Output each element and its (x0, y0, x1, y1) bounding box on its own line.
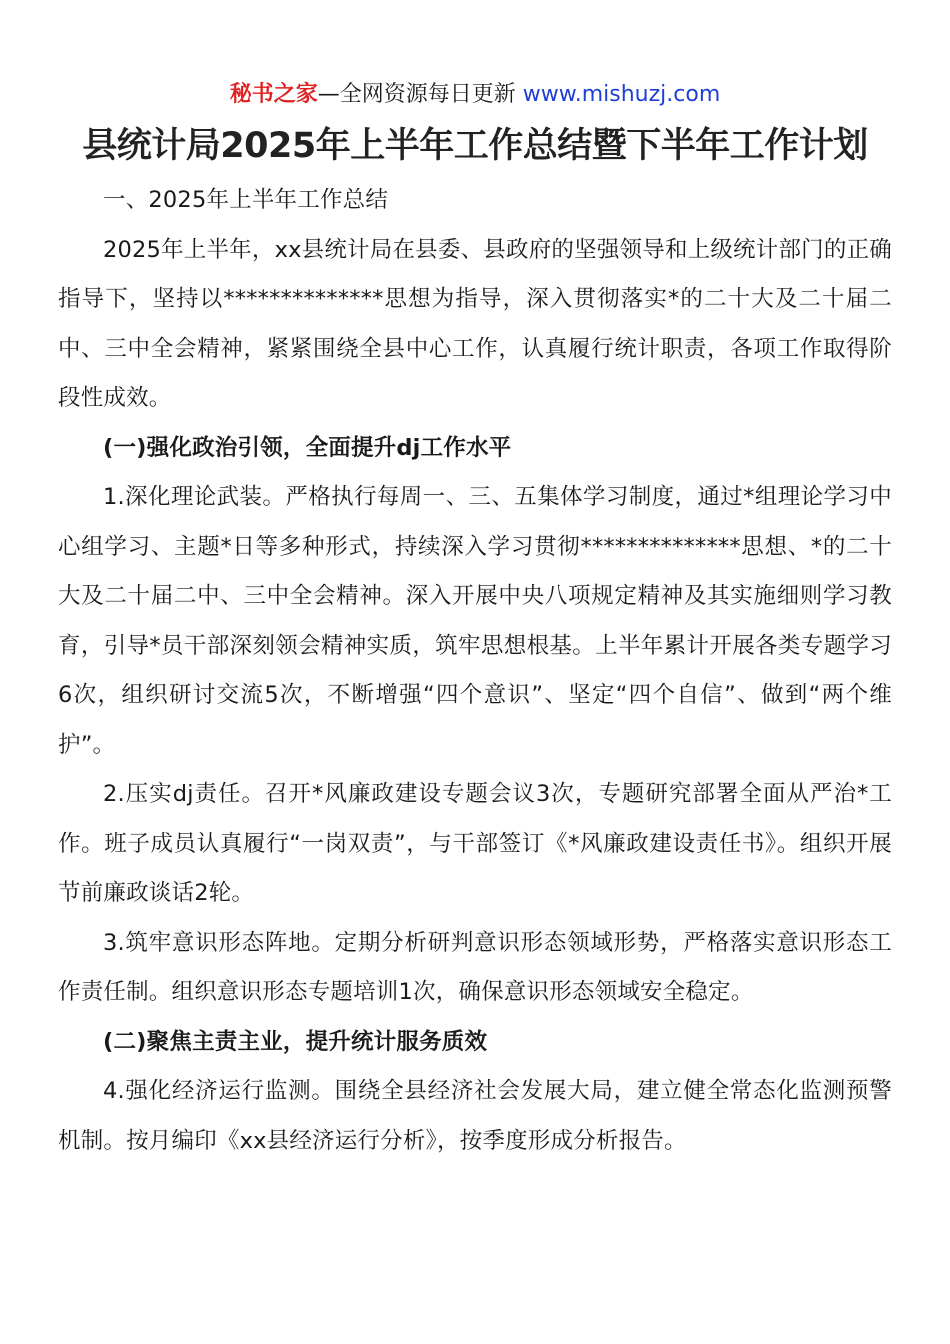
paragraph: 4.强化经济运行监测。围绕全县经济社会发展大局，建立健全常态化监测预警机制。按月编印《xx县经济运行分析》，按季度形成分析报告。 (58, 1078, 892, 1154)
document-title: 县统计局2025年上半年工作总结暨下半年工作计划 (82, 126, 868, 166)
paragraph: 2.压实dj责任。召开*风廉政建设专题会议3次，专题研究部署全面从严治*工作。班子成员认真履行“一岗双责”，与干部签订《*风廉政建设责任书》。组织开展节前廉政谈话2轮。 (58, 781, 892, 906)
banner-url[interactable]: www.mishuzj.com (522, 82, 721, 107)
banner-brand: 秘书之家 (229, 82, 318, 107)
section-heading: 一、2025年上半年工作总结 (103, 187, 389, 213)
site-banner (0, 80, 950, 110)
paragraph: 2025年上半年，xx县统计局在县委、县政府的坚强领导和上级统计部门的正确指导下，坚持以**************思想为指导，深入贯彻落实*的二十大及二十届二中、三中全会精神，紧紧围绕全县中心工作，认真履行统计职责，各项工作取得阶段性成效。 (58, 236, 892, 411)
document-body (58, 176, 892, 1166)
paragraph: 1.深化理论武装。严格执行每周一、三、五集体学习制度，通过*组理论学习中心组学习、主题*日等多种形式，持续深入学习贯彻**************思想、*的二十大及二十届二中、三中全会精神。深入开展中央八项规定精神及其实施细则学习教育，引导*员干部深刻领会精神实质，筑牢思想根基。上半年累计开展各类专题学习6次，组织研讨交流5次，不断增强“四个意识”、坚定“四个自信”、做到“两个维护”。 (58, 484, 892, 758)
subsection-heading: (一)强化政治引领，全面提升dj工作水平 (103, 434, 512, 461)
paragraph: 3.筑牢意识形态阵地。定期分析研判意识形态领域形势，严格落实意识形态工作责任制。组织意识形态专题培训1次，确保意识形态领域安全稳定。 (58, 929, 892, 1005)
banner-tagline: —全网资源每日更新 (317, 82, 523, 107)
subsection-heading: (二)聚焦主责主业，提升统计服务质效 (103, 1028, 488, 1055)
